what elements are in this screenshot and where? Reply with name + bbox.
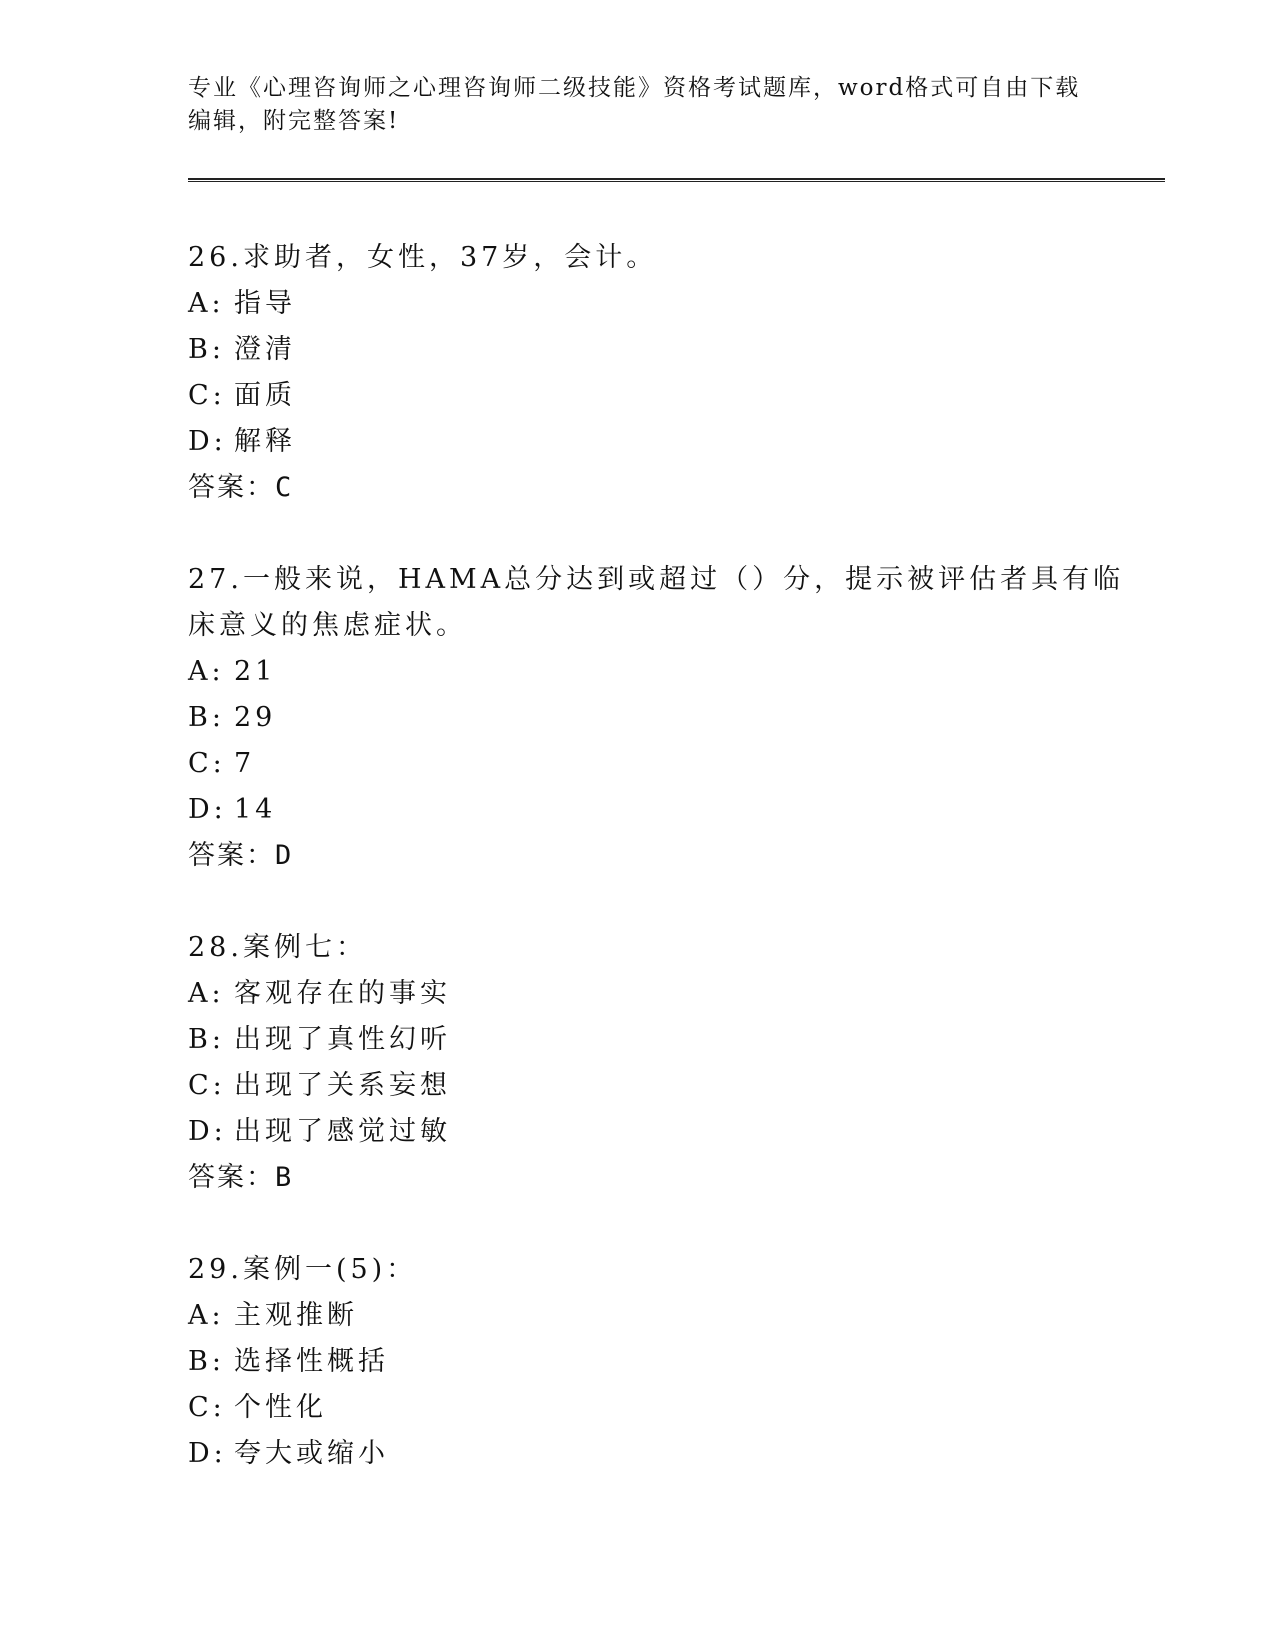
option-label: C: — [188, 380, 226, 411]
option-c — [188, 1063, 1148, 1109]
option-b — [188, 1017, 1148, 1063]
question-stem: 26.求助者，女性，37岁，会计。 — [188, 242, 658, 273]
option-label: B: — [188, 1346, 225, 1377]
option-label: B: — [188, 334, 225, 365]
question-29 — [188, 1247, 1148, 1477]
option-label: A: — [188, 288, 225, 319]
option-text: 夸大或缩小 — [234, 1438, 389, 1469]
option-text: 面质 — [234, 380, 296, 411]
answer-value: B — [275, 1162, 294, 1193]
question-27 — [188, 557, 1148, 879]
option-label: A: — [188, 1300, 225, 1331]
header-line-2: 编辑，附完整答案! — [188, 108, 400, 134]
option-c — [188, 741, 1148, 787]
option-b — [188, 327, 1148, 373]
option-label: D: — [188, 1438, 227, 1469]
option-text: 个性化 — [234, 1392, 327, 1423]
option-a — [188, 649, 1148, 695]
option-label: B: — [188, 1024, 225, 1055]
option-label: C: — [188, 1392, 226, 1423]
question-26 — [188, 235, 1148, 511]
option-text: 7 — [234, 748, 256, 779]
answer-label: 答案： — [188, 1162, 275, 1193]
document-header — [188, 72, 1088, 138]
answer-line — [188, 465, 1148, 511]
header-divider — [188, 178, 1165, 182]
option-a — [188, 971, 1148, 1017]
option-text: 出现了关系妄想 — [234, 1070, 451, 1101]
option-label: C: — [188, 1070, 226, 1101]
option-text: 14 — [234, 794, 277, 825]
question-list — [188, 235, 1148, 1523]
option-c — [188, 373, 1148, 419]
option-b — [188, 1339, 1148, 1385]
question-stem: 28.案例七： — [188, 932, 367, 963]
question-28 — [188, 925, 1148, 1201]
question-stem: 27.一般来说，HAMA总分达到或超过（）分，提示被评估者具有临床意义的焦虑症状。 — [188, 564, 1125, 641]
question-stem: 29.案例一(5)： — [188, 1254, 418, 1285]
answer-label: 答案： — [188, 472, 275, 503]
option-c — [188, 1385, 1148, 1431]
answer-label: 答案： — [188, 840, 275, 871]
answer-line — [188, 1155, 1148, 1201]
option-text: 指导 — [234, 288, 296, 319]
option-d — [188, 1431, 1148, 1477]
option-label: B: — [188, 702, 225, 733]
option-text: 出现了真性幻听 — [234, 1024, 451, 1055]
option-text: 澄清 — [234, 334, 296, 365]
option-d — [188, 1109, 1148, 1155]
option-text: 21 — [234, 656, 277, 687]
option-label: D: — [188, 1116, 227, 1147]
option-b — [188, 695, 1148, 741]
option-label: C: — [188, 748, 226, 779]
option-a — [188, 281, 1148, 327]
option-d — [188, 419, 1148, 465]
option-text: 主观推断 — [234, 1300, 358, 1331]
option-text: 29 — [234, 702, 277, 733]
option-label: A: — [188, 978, 225, 1009]
option-text: 出现了感觉过敏 — [234, 1116, 451, 1147]
answer-value: D — [275, 840, 294, 871]
option-text: 客观存在的事实 — [234, 978, 451, 1009]
option-label: D: — [188, 426, 227, 457]
option-text: 选择性概括 — [234, 1346, 389, 1377]
option-label: D: — [188, 794, 227, 825]
answer-line — [188, 833, 1148, 879]
header-line-1: 专业《心理咨询师之心理咨询师二级技能》资格考试题库，word格式可自由下载 — [188, 75, 1081, 101]
option-text: 解释 — [234, 426, 296, 457]
option-label: A: — [188, 656, 225, 687]
option-d — [188, 787, 1148, 833]
option-a — [188, 1293, 1148, 1339]
answer-value: C — [275, 472, 294, 503]
